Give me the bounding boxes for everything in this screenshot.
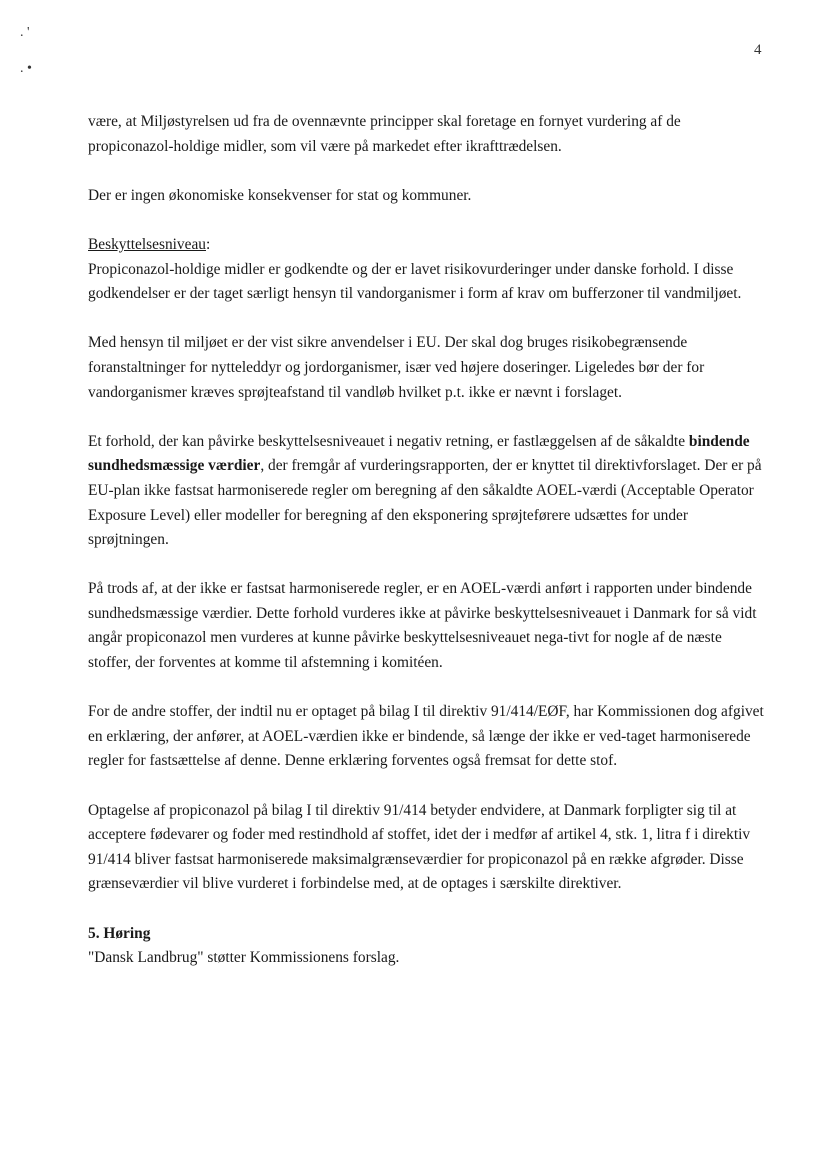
paragraph-text: Et forhold, der kan påvirke beskyttelsesniveauet i negativ retning, er fastlæggelsen af de såkaldte	[88, 432, 689, 450]
paragraph: Propiconazol-holdige midler er godkendte og der er lavet risikovurderinger under danske forhold. I disse godkendelser er der taget særligt hensyn til vandorganismer i form af krav om bufferzoner til vandmiljøet.	[88, 260, 742, 303]
section-subheading	[88, 233, 764, 258]
paragraph: For de andre stoffer, der indtil nu er optaget på bilag I til direktiv 91/414/EØF, har Kommissionen dog afgivet en erklæring, der anfører, at AOEL-værdien ikke er bindende, så længe der ikke er ved-taget harmoniserede regler for fastsættelse af denne. Denne erklæring forventes også fremsat for dette stof.	[88, 703, 764, 770]
scan-mark: . '	[20, 25, 30, 40]
scan-mark: . •	[20, 61, 32, 76]
paragraph: "Dansk Landbrug" støtter Kommissionens forslag.	[88, 949, 400, 967]
paragraph: Optagelse af propiconazol på bilag I til direktiv 91/414 betyder endvidere, at Danmark forpligter sig til at acceptere fødevarer og foder med restindhold af stoffet, idet der i medfør af artikel 4, stk. 1, litra f i direktiv 91/414 bliver fastsat harmoniserede maksimalgrænseværdier for propiconazol på en række afgrøder. Disse grænseværdier vil blive vurderet i forbindelse med, at de optages i særskilte direktiver.	[88, 801, 751, 893]
protection-level-heading: Beskyttelsesniveau	[88, 235, 206, 253]
paragraph: Der er ingen økonomiske konsekvenser for stat og kommuner.	[88, 186, 472, 204]
paragraph: Med hensyn til miljøet er der vist sikre anvendelser i EU. Der skal dog bruges risikobegrænsende foranstaltninger for nytteleddyr og jordorganismer, især ved højere doseringer. Ligeledes bør der for vandorganismer kræves sprøjteafstand til vandløb hvilket p.t. ikke er nævnt i forslaget.	[88, 334, 705, 401]
paragraph	[88, 430, 764, 553]
bold-term: bindende sundhedsmæssige værdier	[88, 432, 750, 475]
paragraph-text: , der fremgår af vurderingsrapporten, der er knyttet til direktivforslaget. Der er på EU-plan ikke fastsat harmoniserede regler om beregning af den såkaldte AOEL-værdi (Acceptable Operator Exposure Level) eller modeller for beregning af den eksponering sprøjteførere udsættes for under sprøjtningen.	[88, 457, 762, 549]
page-number: 4	[754, 42, 762, 58]
section-heading: 5. Høring	[88, 924, 151, 942]
paragraph: være, at Miljøstyrelsen ud fra de ovennævnte principper skal foretage en fornyet vurdering af de propiconazol-holdige midler, som vil være på markedet efter ikrafttrædelsen.	[88, 113, 681, 155]
heading-colon: :	[205, 235, 211, 253]
paragraph: På trods af, at der ikke er fastsat harmoniserede regler, er en AOEL-værdi anført i rapporten under bindende sundhedsmæssige værdier. Dette forhold vurderes ikke at påvirke beskyttelsesniveauet i Danmark for så vidt angår propiconazol men vurderes at kunne påvirke beskyttelsesniveauet nega-tivt for nogle af de næste stoffer, der forventes at komme til afstemning i komitéen.	[88, 580, 757, 672]
document-body	[88, 110, 764, 971]
